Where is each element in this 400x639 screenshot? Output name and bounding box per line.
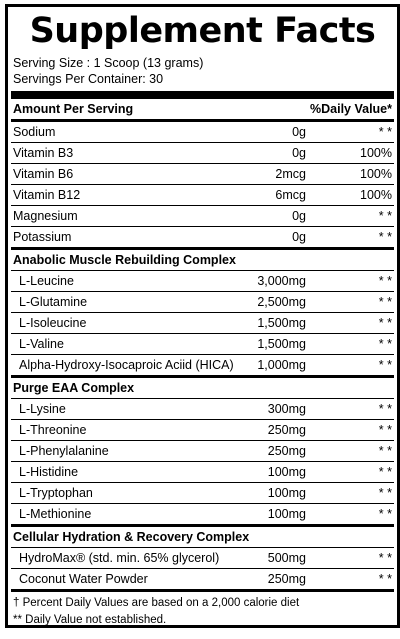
- nutrient-row: [11, 226, 394, 247]
- nutrient-daily-value: * *: [378, 444, 392, 458]
- nutrient-row: [11, 142, 394, 163]
- nutrient-row: [11, 163, 394, 184]
- nutrient-daily-value: * *: [378, 209, 392, 223]
- nutrient-daily-value: 100%: [360, 167, 392, 181]
- nutrient-amount: 0g: [292, 230, 306, 244]
- nutrient-daily-value: * *: [378, 295, 392, 309]
- nutrient-row: [11, 547, 394, 568]
- thick-divider: [11, 91, 394, 99]
- nutrient-amount: 3,000mg: [257, 274, 306, 288]
- nutrient-row: [11, 482, 394, 503]
- nutrient-name: Vitamin B6: [13, 167, 74, 181]
- nutrient-daily-value: * *: [378, 423, 392, 437]
- nutrient-row: [11, 312, 394, 333]
- nutrient-row: [11, 398, 394, 419]
- nutrient-amount: 1,500mg: [257, 337, 306, 351]
- nutrient-amount: 250mg: [267, 572, 306, 586]
- nutrient-amount: 0g: [292, 146, 306, 160]
- nutrient-name: L-Methionine: [19, 507, 92, 521]
- nutrient-name: L-Isoleucine: [19, 316, 87, 330]
- nutrient-name: HydroMax® (std. min. 65% glycerol): [19, 551, 220, 565]
- nutrient-row: [11, 503, 394, 524]
- footnotes: [11, 589, 394, 629]
- nutrient-row: [11, 184, 394, 205]
- section-title: Purge EAA Complex: [11, 375, 394, 398]
- nutrient-row: [11, 205, 394, 226]
- nutrient-daily-value: 100%: [360, 146, 392, 160]
- nutrient-name: L-Histidine: [19, 465, 79, 479]
- nutrient-name: L-Threonine: [19, 423, 87, 437]
- nutrient-row: [11, 461, 394, 482]
- complex-sections: [11, 247, 394, 589]
- nutrient-amount: 1,500mg: [257, 316, 306, 330]
- nutrient-amount: 100mg: [267, 507, 306, 521]
- nutrient-row: [11, 568, 394, 589]
- nutrient-daily-value: * *: [378, 486, 392, 500]
- nutrient-amount: 250mg: [267, 444, 306, 458]
- nutrient-name: Magnesium: [13, 209, 78, 223]
- nutrient-name: Alpha-Hydroxy-Isocaproic Aciid (HICA): [19, 358, 234, 372]
- nutrient-name: L-Leucine: [19, 274, 74, 288]
- nutrient-name: L-Valine: [19, 337, 64, 351]
- nutrient-row: [11, 270, 394, 291]
- nutrient-amount: 250mg: [267, 423, 306, 437]
- nutrient-row: [11, 122, 394, 142]
- nutrient-name: L-Phenylalanine: [19, 444, 109, 458]
- nutrient-amount: 1,000mg: [257, 358, 306, 372]
- nutrient-name: L-Glutamine: [19, 295, 88, 309]
- nutrient-name: Vitamin B12: [13, 188, 81, 202]
- nutrient-name: Coconut Water Powder: [19, 572, 148, 586]
- footnote-percent-dv: † Percent Daily Values are based on a 2,000 calorie diet: [13, 597, 300, 609]
- amount-header: Amount Per Serving: [13, 102, 134, 116]
- nutrient-amount: 100mg: [267, 465, 306, 479]
- nutrient-row: [11, 333, 394, 354]
- nutrient-daily-value: * *: [378, 465, 392, 479]
- nutrient-amount: 300mg: [267, 402, 306, 416]
- nutrient-daily-value: * *: [378, 316, 392, 330]
- dv-header: %Daily Value*: [310, 102, 392, 116]
- nutrient-name: L-Lysine: [19, 402, 66, 416]
- nutrient-row: [11, 419, 394, 440]
- nutrient-amount: 6mcg: [275, 188, 306, 202]
- nutrient-amount: 100mg: [267, 486, 306, 500]
- nutrient-row: [11, 291, 394, 312]
- section-title: Anabolic Muscle Rebuilding Complex: [11, 247, 394, 270]
- nutrient-name: Sodium: [13, 125, 56, 139]
- nutrient-amount: 0g: [292, 209, 306, 223]
- nutrient-name: Vitamin B3: [13, 146, 74, 160]
- nutrient-amount: 2mcg: [275, 167, 306, 181]
- nutrient-amount: 500mg: [267, 551, 306, 565]
- nutrient-daily-value: * *: [378, 274, 392, 288]
- supplement-facts-panel: [5, 4, 400, 628]
- nutrient-daily-value: * *: [378, 337, 392, 351]
- nutrient-row: [11, 354, 394, 375]
- nutrient-daily-value: * *: [378, 402, 392, 416]
- column-header: [11, 99, 394, 119]
- nutrient-daily-value: * *: [378, 551, 392, 565]
- nutrient-daily-value: * *: [378, 358, 392, 372]
- servings-per-container: Servings Per Container: 30: [13, 72, 164, 86]
- serving-size: Serving Size : 1 Scoop (13 grams): [13, 56, 204, 70]
- nutrient-amount: 2,500mg: [257, 295, 306, 309]
- basic-nutrients: [11, 122, 394, 247]
- nutrient-row: [11, 440, 394, 461]
- nutrient-name: Potassium: [13, 230, 72, 244]
- nutrient-amount: 0g: [292, 125, 306, 139]
- panel-title: Supplement Facts: [29, 11, 376, 51]
- nutrient-daily-value: 100%: [360, 188, 392, 202]
- nutrient-daily-value: * *: [378, 572, 392, 586]
- footnote-dv-not-established: ** Daily Value not established.: [13, 614, 167, 626]
- nutrient-name: L-Tryptophan: [19, 486, 93, 500]
- section-title: Cellular Hydration & Recovery Complex: [11, 524, 394, 547]
- nutrient-daily-value: * *: [378, 507, 392, 521]
- nutrient-daily-value: * *: [378, 230, 392, 244]
- nutrient-daily-value: * *: [378, 125, 392, 139]
